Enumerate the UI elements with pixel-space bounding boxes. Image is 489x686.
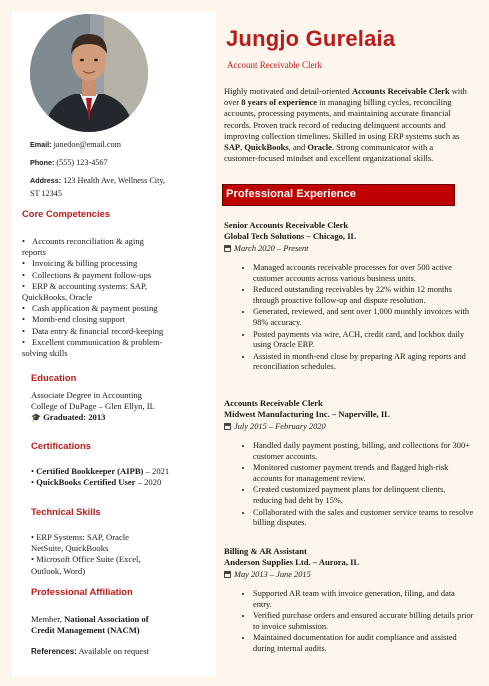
core-competency-item [22, 303, 212, 314]
certification-item [31, 466, 211, 477]
core-competency-line: Collections & payment follow-ups [32, 269, 152, 280]
job-bullet: • Posted payments via wire, ACH, credit card, and lockbox daily using Oracle ERP. [253, 330, 474, 351]
bullet-icon: • [22, 269, 26, 280]
experience-heading-bar [222, 184, 455, 206]
core-competency-item [22, 337, 212, 359]
job-bullet: • Assisted in month-end close by preparing AR aging reports and reconciliation schedules. [253, 352, 474, 373]
job-entry [224, 546, 474, 656]
core-competency-line: ERP & accounting systems: SAP, [32, 280, 147, 291]
education-block [31, 390, 211, 424]
tech-skill-item [31, 554, 211, 576]
bullet-icon: • [22, 236, 26, 246]
tech-skill-line: ERP Systems: SAP, Oracle [36, 532, 129, 542]
address-label: Address: [30, 176, 62, 185]
job-dates [224, 243, 474, 255]
email-label: Email: [30, 140, 52, 149]
calendar-icon [224, 571, 231, 578]
graduated-text: Graduated: 2013 [43, 412, 106, 423]
job-bullet: • Managed accounts receivable processes for over 500 active customer accounts across various business units. [253, 263, 474, 284]
core-competency-line: Invoicing & billing processing [32, 258, 138, 269]
bullet-icon: • [22, 280, 26, 291]
bullet-icon: • [31, 554, 35, 565]
certification-item [31, 477, 211, 488]
job-bullets [224, 263, 474, 373]
graduation-cap-icon: 🎓 [31, 413, 41, 423]
references-block [31, 646, 211, 657]
certification-year: – 2020 [135, 477, 162, 488]
core-competency-line: Cash application & payment posting [32, 303, 158, 314]
profile-photo [30, 14, 148, 132]
address-line-1: 123 Health Ave, Wellness City, [63, 176, 165, 185]
references-value: Available on request [76, 646, 149, 656]
phone-value: (555) 123-4567 [56, 158, 108, 167]
job-bullet: • Reduced outstanding receivables by 22% within 12 months through proactive follow-up and dispute resolution. [253, 285, 474, 306]
job-dates-text: March 2020 – Present [234, 244, 309, 253]
bullet-icon: • [22, 258, 26, 269]
experience-heading: Professional Experience [226, 188, 356, 200]
bullet-icon: • [31, 477, 35, 488]
job-dates-text: May 2013 – June 2015 [234, 570, 311, 579]
certification-year: – 2021 [143, 466, 170, 476]
job-role: Senior Accounts Receivable Clerk [224, 220, 349, 230]
job-bullets [224, 441, 474, 529]
job-bullet: • Collaborated with the sales and customer service teams to resolve billing disputes. [253, 508, 474, 529]
technical-skills-list [31, 532, 211, 577]
job-bullet: • Generated, reviewed, and sent over 1,000 monthly invoices with 98% accuracy. [253, 307, 474, 328]
job-dates-text: July 2015 – February 2020 [234, 422, 326, 431]
job-company: Anderson Supplies Ltd. – Aurora, IL [224, 557, 360, 567]
core-competency-line: solving skills [22, 348, 68, 359]
education-heading: Education [31, 372, 77, 383]
core-competency-item [22, 270, 212, 281]
core-competency-item [22, 326, 212, 337]
summary-text: , and [288, 142, 308, 153]
bullet-icon: • [22, 314, 26, 325]
tech-skill-item [31, 532, 211, 554]
job-entry [224, 398, 474, 530]
summary-bold: QuickBooks [244, 142, 289, 153]
affiliation-prefix: Member, [31, 614, 65, 624]
summary-text: with over [224, 86, 467, 108]
summary-bold: 8 years of experience [241, 97, 317, 108]
education-graduated [31, 412, 211, 423]
core-competencies-list [22, 236, 212, 359]
tech-skill-line: Outlook, Word) [31, 565, 86, 576]
job-bullet: • Maintained documentation for audit compliance and assisted during internal audits. [253, 633, 474, 654]
job-bullet: • Verified purchase orders and ensured accurate billing details prior to invoice submission. [253, 611, 474, 632]
bullet-icon: • [22, 303, 26, 314]
job-entry [224, 220, 474, 374]
core-competency-line: reports [22, 247, 46, 258]
calendar-icon [224, 245, 231, 252]
job-dates [224, 421, 474, 433]
education-degree: Associate Degree in Accounting [31, 390, 142, 400]
core-competency-line: Accounts reconciliation & aging [32, 236, 144, 246]
tech-skill-line: Microsoft Office Suite (Excel, [36, 554, 141, 565]
affiliation-block [31, 614, 211, 636]
summary-text: Highly motivated and detail-oriented [224, 86, 352, 96]
job-dates [224, 569, 474, 581]
certification-name: QuickBooks Certified User [36, 477, 136, 488]
job-role: Accounts Receivable Clerk [224, 398, 323, 408]
bullet-icon: • [22, 336, 26, 347]
summary-bold: SAP [224, 142, 241, 153]
professional-summary [224, 86, 468, 164]
certifications-heading: Certifications [31, 440, 91, 451]
person-portrait-icon [30, 14, 148, 132]
core-competency-item [22, 281, 212, 303]
bullet-icon: • [31, 532, 35, 542]
affiliation-heading: Professional Affiliation [31, 586, 133, 597]
bullet-icon: • [22, 325, 26, 336]
summary-bold: Oracle [307, 142, 332, 153]
tech-skill-line: NetSuite, QuickBooks [31, 543, 109, 554]
job-bullet: • Supported AR team with invoice generation, filing, and data entry. [253, 589, 474, 610]
candidate-title: Account Receivable Clerk [227, 60, 322, 70]
candidate-name: Jungjo Gurelaia [226, 26, 396, 51]
technical-skills-heading: Technical Skills [31, 506, 101, 517]
phone-label: Phone: [30, 158, 55, 167]
job-bullets [224, 589, 474, 655]
summary-bold: Accounts Receivable Clerk [351, 86, 450, 96]
affiliation-org-line-2: Credit Management (NACM) [31, 625, 140, 636]
references-label: References: [31, 647, 77, 656]
summary-text: . Strong communicator with a customer-focused mindset and excellent organizational skills. [224, 142, 434, 164]
core-competency-line: Excellent communication & problem- [32, 336, 163, 347]
certifications-list [31, 466, 211, 488]
job-company: Global Tech Solutions – Chicago, IL [224, 231, 357, 241]
core-competencies-heading: Core Competencies [22, 208, 111, 219]
email-value[interactable]: janedoe@email.com [53, 140, 121, 149]
job-bullet: • Created customized payment plans for delinquent clients, reducing bad debt by 15%. [253, 485, 474, 506]
job-bullet: • Monitored customer payment trends and flagged high-risk accounts for management review. [253, 463, 474, 484]
certification-name: Certified Bookkeeper (AIPB) [36, 466, 144, 476]
education-school: College of DuPage – Glen Ellyn, IL [31, 401, 155, 412]
core-competency-item [22, 258, 212, 269]
core-competency-item [22, 236, 212, 258]
address-line-2: ST 12345 [30, 189, 62, 198]
summary-text: in managing billing cycles, reconciling accounts, processing payments, and maintaining accurate financial records. Proven track record of reducing delinquent accounts and improving collection timelines. Skilled in using ERP systems such as [224, 97, 460, 141]
core-competency-item [22, 314, 212, 325]
core-competency-line: Data entry & financial record-keeping [32, 325, 164, 336]
summary-text: , [240, 142, 245, 153]
job-company: Midwest Manufacturing Inc. – Naperville, IL [224, 409, 390, 419]
job-role: Billing & AR Assistant [224, 546, 307, 556]
contact-address [30, 174, 200, 200]
calendar-icon [224, 423, 231, 430]
contact-phone [30, 156, 200, 169]
contact-email [30, 138, 200, 151]
core-competency-line: QuickBooks, Oracle [22, 292, 93, 303]
core-competency-line: Month-end closing support [32, 314, 126, 325]
affiliation-org-line-1: National Association of [64, 614, 149, 624]
job-bullet: • Handled daily payment posting, billing, and collections for 300+ customer accounts. [253, 441, 474, 462]
bullet-icon: • [31, 466, 35, 476]
